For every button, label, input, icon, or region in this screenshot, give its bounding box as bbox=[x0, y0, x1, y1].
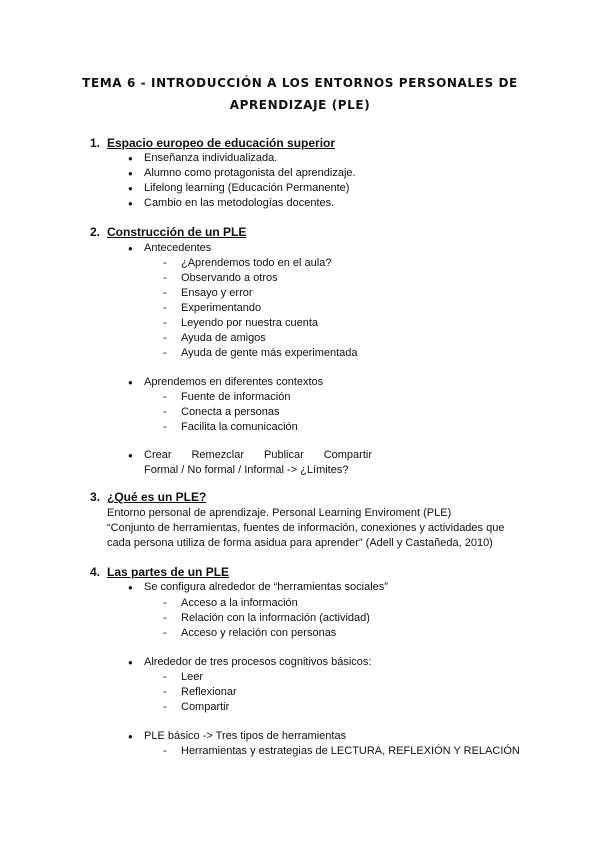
dash-icon: - bbox=[163, 686, 167, 698]
section-2-number: 2. bbox=[90, 225, 101, 239]
section-4-item: Leer bbox=[181, 671, 204, 683]
document-title bbox=[60, 72, 540, 116]
section-3-number: 3. bbox=[90, 490, 101, 504]
dash-icon: - bbox=[163, 406, 167, 418]
dash-icon: - bbox=[163, 421, 167, 433]
section-4-item: Reflexionar bbox=[181, 686, 237, 698]
dash-icon: - bbox=[163, 332, 167, 344]
section-4-item: Acceso y relación con personas bbox=[181, 627, 337, 639]
section-2-group-1-label: Antecedentes bbox=[144, 242, 212, 254]
bullet-icon: ● bbox=[128, 583, 133, 592]
section-2-item: Ayuda de gente más experimentada bbox=[181, 347, 358, 359]
section-2-item: Ensayo y error bbox=[181, 287, 253, 299]
section-1-bullet-3: Lifelong learning (Educación Permanente) bbox=[144, 182, 350, 194]
bullet-icon: ● bbox=[128, 184, 133, 193]
section-4-item: Acceso a la información bbox=[181, 597, 298, 609]
section-2-item: ¿Aprendemos todo en el aula? bbox=[181, 257, 332, 269]
section-2-group-2-label: Aprendemos en diferentes contextos bbox=[144, 376, 324, 388]
bullet-icon: ● bbox=[128, 154, 133, 163]
dash-icon: - bbox=[163, 257, 167, 269]
dash-icon: - bbox=[163, 391, 167, 403]
section-1-bullet-1: Enseñanza individualizada. bbox=[144, 152, 278, 164]
dash-icon: - bbox=[163, 272, 167, 284]
dash-icon: - bbox=[163, 287, 167, 299]
bullet-icon: ● bbox=[128, 378, 133, 387]
dash-icon: - bbox=[163, 302, 167, 314]
bullet-icon: ● bbox=[128, 732, 133, 741]
contexts-line: Formal / No formal / Informal -> ¿Límites? bbox=[144, 464, 349, 476]
dash-icon: - bbox=[163, 612, 167, 624]
section-4-item: Herramientas y estrategias de LECTURA, REFLEXIÓN Y RELACIÓN bbox=[181, 745, 520, 757]
bullet-icon: ● bbox=[128, 169, 133, 178]
dash-icon: - bbox=[163, 627, 167, 639]
section-4-group-3-label: PLE básico -> Tres tipos de herramientas bbox=[144, 730, 347, 742]
bullet-icon: ● bbox=[128, 451, 133, 460]
dash-icon: - bbox=[163, 347, 167, 359]
section-3-line-3: cada persona utiliza de forma asidua para aprender” (Adell y Castañeda, 2010) bbox=[107, 537, 493, 549]
dash-icon: - bbox=[163, 671, 167, 683]
dash-icon: - bbox=[163, 597, 167, 609]
section-2-item: Observando a otros bbox=[181, 272, 278, 284]
bullet-icon: ● bbox=[128, 199, 133, 208]
dash-icon: - bbox=[163, 701, 167, 713]
bullet-icon: ● bbox=[128, 244, 133, 253]
section-4-number: 4. bbox=[90, 565, 101, 579]
section-2-item: Leyendo por nuestra cuenta bbox=[181, 317, 318, 329]
section-1-title: Espacio europeo de educación superior bbox=[107, 136, 336, 150]
section-2-item: Conecta a personas bbox=[181, 406, 280, 418]
section-3-title: ¿Qué es un PLE? bbox=[107, 490, 207, 504]
verb-crear: Crear bbox=[144, 449, 172, 461]
bullet-icon: ● bbox=[128, 658, 133, 667]
dash-icon: - bbox=[163, 317, 167, 329]
section-3-line-1: Entorno personal de aprendizaje. Personal Learning Enviroment (PLE) bbox=[107, 507, 452, 519]
section-4-item: Compartir bbox=[181, 701, 230, 713]
section-2-title: Construcción de un PLE bbox=[107, 225, 247, 239]
section-2-item: Ayuda de amigos bbox=[181, 332, 266, 344]
section-1-bullet-4: Cambio en las metodologías docentes. bbox=[144, 197, 335, 209]
title-line-2: APRENDIZAJE (PLE) bbox=[229, 98, 371, 112]
section-4-title: Las partes de un PLE bbox=[107, 565, 230, 579]
section-2-item: Facilita la comunicación bbox=[181, 421, 298, 433]
section-4-item: Relación con la información (actividad) bbox=[181, 612, 370, 624]
section-2-item: Experimentando bbox=[181, 302, 262, 314]
verb-compartir: Compartir bbox=[323, 449, 372, 461]
section-1-bullet-2: Alumno como protagonista del aprendizaje. bbox=[144, 167, 356, 179]
verbs-row bbox=[144, 448, 372, 463]
dash-icon: - bbox=[163, 745, 167, 757]
verb-remezclar: Remezclar bbox=[191, 449, 245, 461]
section-4-group-1-label: Se configura alrededor de “herramientas sociales” bbox=[144, 581, 388, 593]
section-4-group-2-label: Alrededor de tres procesos cognitivos básicos: bbox=[144, 656, 372, 668]
title-line-1: TEMA 6 - INTRODUCCIÓN A LOS ENTORNOS PERSONALES DE bbox=[82, 76, 518, 90]
section-3-line-2: “Conjunto de herramientas, fuentes de información, conexiones y actividades que bbox=[107, 522, 505, 534]
verb-publicar: Publicar bbox=[264, 449, 304, 461]
section-2-item: Fuente de información bbox=[181, 391, 291, 403]
section-1-number: 1. bbox=[90, 136, 101, 150]
